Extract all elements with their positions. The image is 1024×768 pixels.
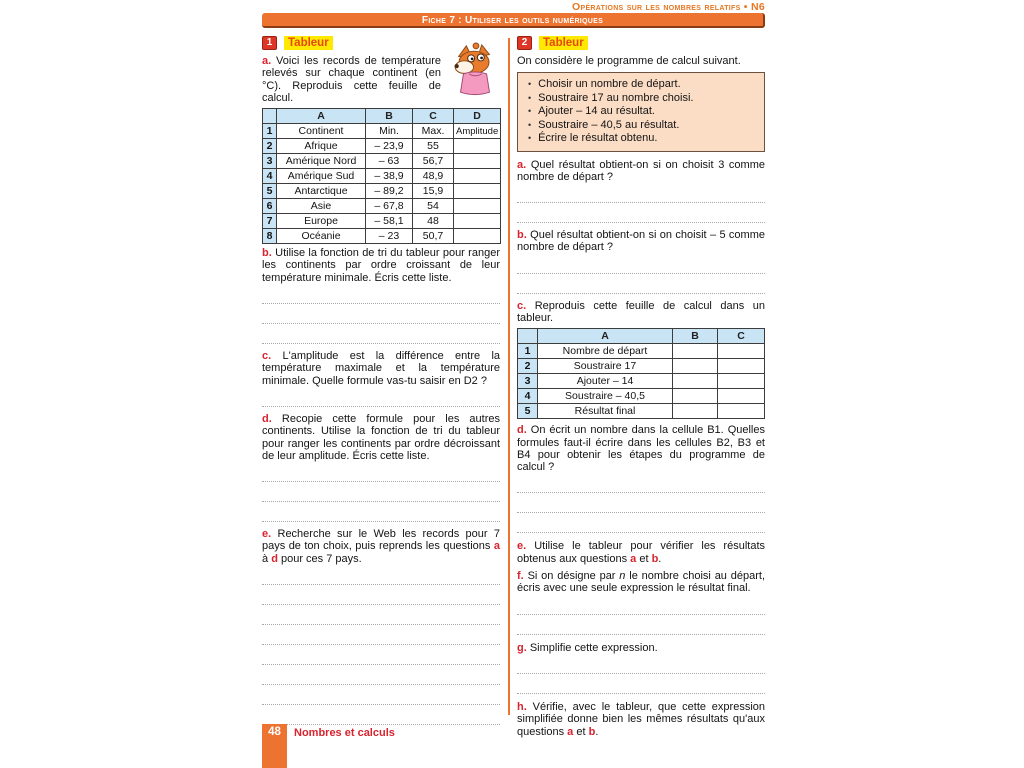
col-header: B <box>366 109 413 124</box>
exercise-1 <box>262 36 500 725</box>
answer-dotted-line <box>517 493 765 513</box>
question-e: e. Recherche sur le Web les records pour 7 pays de ton choix, puis reprends les questions a à d pour ces 7 pays. <box>262 528 500 565</box>
bullet-icon: • <box>528 106 532 116</box>
table-row: 5 Antarctique – 89,2 15,9 <box>263 184 501 199</box>
column-divider <box>508 38 510 715</box>
fox-mascot-illustration <box>446 42 504 98</box>
question-f: f. Si on désigne par n le nombre choisi au départ, écris avec une seule expression le résultat final. <box>517 570 765 595</box>
table-row: 1 Nombre de départ <box>518 344 765 359</box>
question-c: c. L'amplitude est la différence entre la température maximale et la température minimale. Quelle formule vas-tu saisir en D2 ? <box>262 350 501 387</box>
question-letter: a. <box>262 55 272 67</box>
table-row: 8 Océanie – 23 50,7 <box>263 229 501 244</box>
program-step: • Choisir un nombre de départ. <box>528 78 681 90</box>
chapter-topic-header: Opérations sur les nombres relatifs • N6 <box>572 1 765 13</box>
question-b: b. Utilise la fonction de tri du tableur pour ranger les continents par ordre croissant de leur température minimale. Écris cette liste. <box>262 247 500 284</box>
question-ref-a: a <box>630 552 637 565</box>
bullet-icon: • <box>528 92 532 103</box>
table-row: 2 Soustraire 17 <box>518 359 765 374</box>
answer-dotted-line <box>262 705 500 725</box>
question-c: c. Reproduis cette feuille de calcul dans un tableur. <box>517 299 766 324</box>
fiche-title-banner: Fiche 7 : Utiliser les outils numériques <box>262 13 765 28</box>
answer-dotted-line <box>262 665 500 685</box>
answer-dotted-line <box>262 625 500 645</box>
table-row: 2 Afrique – 23,9 55 <box>263 139 501 154</box>
exercise-2-number-badge: 2 <box>517 36 532 50</box>
question-ref-d: d <box>271 552 278 565</box>
exercise-2-intro: On considère le programme de calcul suivant. <box>517 55 741 67</box>
question-a: a. Quel résultat obtient-on si on choisit 3 comme nombre de départ ? <box>517 158 765 183</box>
question-d: d. Recopie cette formule pour les autres continents. Utilise la fonction de tri du tableur pour ranger les continents par ordre décroissant de leur amplitude. Écris cette liste. <box>262 412 500 462</box>
temperature-spreadsheet <box>262 108 501 244</box>
table-row: 4 Soustraire – 40,5 <box>518 389 765 404</box>
answer-lines <box>517 254 765 294</box>
program-step: • Soustraire – 40,5 au résultat. <box>528 118 680 131</box>
answer-lines <box>517 595 765 635</box>
question-ref-b: b <box>651 552 659 565</box>
answer-lines <box>517 473 765 533</box>
answer-lines <box>517 183 765 223</box>
answer-dotted-line <box>517 254 765 274</box>
exercise-2-header <box>517 36 765 50</box>
footer-section-label: Nombres et calculs <box>294 727 395 739</box>
answer-dotted-line <box>262 482 500 502</box>
col-header: C <box>718 329 765 344</box>
answer-dotted-line <box>517 203 765 223</box>
col-header: B <box>673 329 718 344</box>
answer-dotted-line <box>262 565 500 585</box>
table-row: 7 Europe – 58,1 48 <box>263 214 501 229</box>
answer-dotted-line <box>262 462 500 482</box>
exercise-1-question-a-wrap <box>262 55 500 104</box>
col-header: A <box>538 329 673 344</box>
sheet-column-header-row <box>263 109 501 124</box>
answer-dotted-line <box>517 473 765 493</box>
answer-dotted-line <box>262 284 500 304</box>
question-h: h. Vérifie, avec le tableur, que cette expression simplifiée donne bien les mêmes résultats qu'aux questions a et b. <box>517 700 765 738</box>
answer-dotted-line <box>517 595 765 615</box>
exercise-2-tag: Tableur <box>539 36 588 50</box>
answer-dotted-line <box>262 645 500 665</box>
bullet-icon: • <box>528 119 532 130</box>
question-e: e. Utilise le tableur pour vérifier les résultats obtenus aux questions a et b. <box>517 540 766 565</box>
answer-dotted-line <box>262 304 500 324</box>
question-b: b. Quel résultat obtient-on si on choisit – 5 comme nombre de départ ? <box>517 229 765 254</box>
question-ref-a: a <box>493 540 500 553</box>
variable-n: n <box>619 570 626 583</box>
program-spreadsheet <box>517 328 765 419</box>
answer-dotted-line <box>517 674 765 694</box>
answer-dotted-line <box>262 605 500 625</box>
answer-dotted-line <box>262 585 500 605</box>
question-d: d. On écrit un nombre dans la cellule B1. Quelles formules faut-il écrire dans les cellules B2, B3 et B4 pour obtenir les étapes du programme de calcul ? <box>517 424 765 474</box>
table-row: 6 Asie – 67,8 54 <box>263 199 501 214</box>
answer-lines <box>262 462 500 522</box>
bullet-icon: • <box>528 79 532 89</box>
answer-dotted-line <box>262 685 500 705</box>
table-row: 5 Résultat final <box>518 404 765 419</box>
question-a: a. Voici les records de température relevés sur chaque continent (en °C). Reproduis cette feuille de calcul. <box>262 55 441 104</box>
answer-dotted-line <box>262 502 500 522</box>
calculation-program-box <box>517 72 765 152</box>
col-header: D <box>454 109 501 124</box>
answer-dotted-line <box>517 274 765 294</box>
answer-dotted-line <box>517 183 765 203</box>
answer-dotted-line <box>262 387 500 407</box>
exercise-1-number-badge: 1 <box>262 36 277 50</box>
sheet-column-header-row <box>518 329 765 344</box>
question-ref-a: a <box>567 725 574 738</box>
col-header: C <box>413 109 454 124</box>
table-row: 3 Amérique Nord – 63 56,7 <box>263 154 501 169</box>
table-row: 1 Continent Min. Max. Amplitude <box>263 124 501 139</box>
answer-dotted-line <box>517 654 765 674</box>
answer-lines <box>262 387 500 407</box>
program-step: • Soustraire 17 au nombre choisi. <box>528 91 694 104</box>
bullet-icon: • <box>528 133 532 143</box>
question-ref-b: b <box>588 725 596 738</box>
program-step: • Écrire le résultat obtenu. <box>528 132 658 144</box>
exercise-2 <box>517 36 765 738</box>
footer-page-number: 48 <box>262 724 287 768</box>
answer-dotted-line <box>262 324 500 344</box>
answer-lines <box>517 654 765 694</box>
col-header: A <box>277 109 366 124</box>
answer-dotted-line <box>517 513 765 533</box>
question-g: g. Simplifie cette expression. <box>517 641 658 654</box>
table-row: 4 Amérique Sud – 38,9 48,9 <box>263 169 501 184</box>
answer-lines <box>262 565 500 725</box>
program-step: • Ajouter – 14 au résultat. <box>528 105 655 117</box>
answer-dotted-line <box>517 615 765 635</box>
answer-lines <box>262 284 500 344</box>
exercise-1-tag: Tableur <box>284 36 333 50</box>
table-row: 3 Ajouter – 14 <box>518 374 765 389</box>
